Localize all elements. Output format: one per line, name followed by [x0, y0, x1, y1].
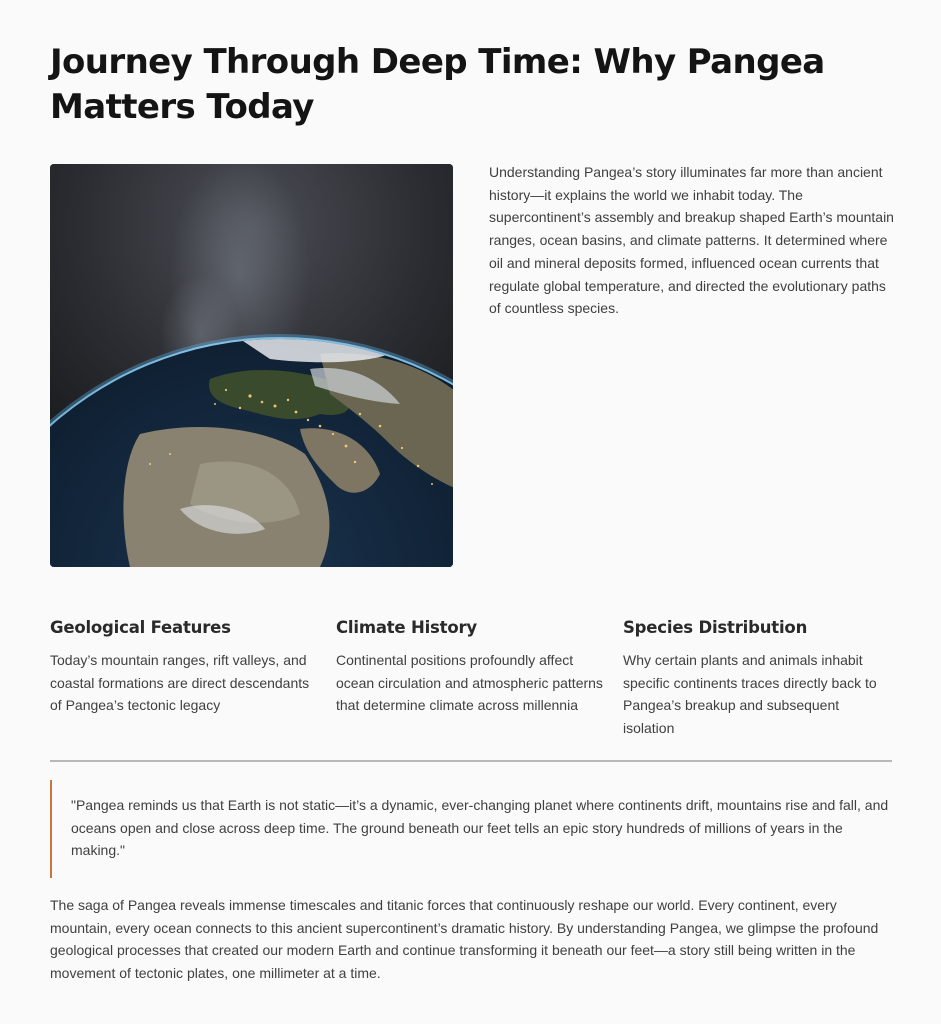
feature-species	[623, 617, 891, 740]
feature-heading: Geological Features	[50, 618, 231, 637]
feature-heading: Species Distribution	[623, 618, 808, 637]
feature-geological	[50, 617, 318, 717]
closing-paragraph: The saga of Pangea reveals immense timescales and titanic forces that continuously reshape our world. Every continent, every mountain, every ocean connects to this ancient supercontinent’s dramatic history. By understanding Pangea, we glimpse the profound geological processes that created our modern Earth and continue transforming it beneath our feet—a story still being written in the movement of tectonic plates, one millimeter at a time.	[50, 897, 879, 982]
intro-paragraph: Understanding Pangea’s story illuminates far more than ancient history—it explains the world we inhabit today. The supercontinent’s assembly and breakup shaped Earth’s mountain ranges, ocean basins, and climate patterns. It determined where oil and mineral deposits formed, influenced ocean currents that regulate global temperature, and directed the evolutionary paths of countless species.	[489, 164, 894, 317]
feature-climate	[336, 617, 604, 717]
feature-text: Continental positions profoundly affect ocean circulation and atmospheric patterns that determine climate across millennia	[336, 652, 603, 714]
feature-text: Why certain plants and animals inhabit specific continents traces directly back to Pangea’s breakup and subsequent isolation	[623, 652, 877, 737]
earth-from-space-image	[50, 164, 453, 567]
section-divider	[50, 760, 892, 762]
page-title: Journey Through Deep Time: Why Pangea Matters Today	[50, 42, 825, 127]
feature-heading: Climate History	[336, 618, 477, 637]
quote-text: "Pangea reminds us that Earth is not static—it’s a dynamic, ever-changing planet where continents drift, mountains rise and fall, and oceans open and close across deep time. The ground beneath our feet tells an epic story hundreds of millions of years in the making."	[71, 797, 889, 859]
feature-text: Today’s mountain ranges, rift valleys, and coastal formations are direct descendants of Pangea’s tectonic legacy	[50, 652, 310, 714]
pull-quote	[50, 780, 892, 878]
